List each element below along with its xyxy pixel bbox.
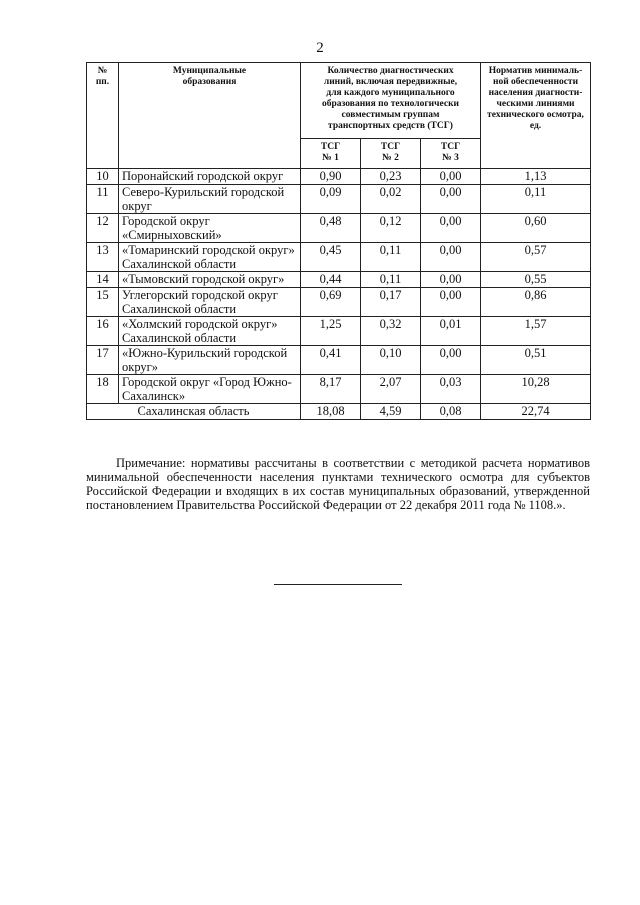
header-municipality bbox=[119, 63, 301, 169]
header-tsg3 bbox=[421, 139, 481, 169]
row-number: 17 bbox=[87, 346, 119, 375]
tsg2-value: 2,07 bbox=[361, 375, 421, 404]
tsg3-value: 0,03 bbox=[421, 375, 481, 404]
tsg1-value: 0,09 bbox=[301, 185, 361, 214]
municipality-name: «Томаринский городской округ» Сахалинской области bbox=[119, 243, 301, 272]
row-number: 11 bbox=[87, 185, 119, 214]
tsg2-value: 0,12 bbox=[361, 214, 421, 243]
divider-line bbox=[274, 584, 402, 585]
total-tsg3: 0,08 bbox=[421, 404, 481, 420]
table-row bbox=[87, 317, 591, 346]
header-norm bbox=[481, 63, 591, 169]
table-row bbox=[87, 288, 591, 317]
norm-value: 1,13 bbox=[481, 169, 591, 185]
tsg1-value: 0,44 bbox=[301, 272, 361, 288]
header-tsg1-text: ТСГ № 1 bbox=[320, 142, 341, 163]
table-row bbox=[87, 214, 591, 243]
municipality-name: Углегорский городской округ Сахалинской области bbox=[119, 288, 301, 317]
table-row bbox=[87, 346, 591, 375]
total-label: Сахалинская область bbox=[87, 404, 301, 420]
norm-value: 0,60 bbox=[481, 214, 591, 243]
tsg2-value: 0,10 bbox=[361, 346, 421, 375]
norms-table bbox=[86, 62, 591, 420]
tsg1-value: 0,48 bbox=[301, 214, 361, 243]
tsg2-value: 0,32 bbox=[361, 317, 421, 346]
tsg3-value: 0,00 bbox=[421, 185, 481, 214]
row-number: 13 bbox=[87, 243, 119, 272]
row-number: 14 bbox=[87, 272, 119, 288]
tsg1-value: 0,41 bbox=[301, 346, 361, 375]
norm-value: 0,51 bbox=[481, 346, 591, 375]
table-row bbox=[87, 185, 591, 214]
tsg3-value: 0,00 bbox=[421, 288, 481, 317]
tsg1-value: 0,90 bbox=[301, 169, 361, 185]
norm-value: 0,55 bbox=[481, 272, 591, 288]
tsg1-value: 0,45 bbox=[301, 243, 361, 272]
header-municipality-text: Муниципальные образования bbox=[172, 66, 247, 87]
header-tsg3-text: ТСГ № 3 bbox=[440, 142, 461, 163]
municipality-name: «Южно-Курильский городской округ» bbox=[119, 346, 301, 375]
municipality-name: Городской округ «Город Южно-Сахалинск» bbox=[119, 375, 301, 404]
total-tsg2: 4,59 bbox=[361, 404, 421, 420]
row-number: 18 bbox=[87, 375, 119, 404]
tsg2-value: 0,11 bbox=[361, 243, 421, 272]
norm-value: 0,11 bbox=[481, 185, 591, 214]
municipality-name: Поронайский городской округ bbox=[119, 169, 301, 185]
tsg3-value: 0,00 bbox=[421, 346, 481, 375]
header-tsg2 bbox=[361, 139, 421, 169]
municipality-name: «Холмский городской округ» Сахалинской области bbox=[119, 317, 301, 346]
table-row bbox=[87, 375, 591, 404]
municipality-name: Городской округ «Смирныховский» bbox=[119, 214, 301, 243]
header-lines bbox=[301, 63, 481, 139]
total-tsg1: 18,08 bbox=[301, 404, 361, 420]
header-no bbox=[87, 63, 119, 169]
header-no-text: № пп. bbox=[95, 66, 110, 87]
row-number: 16 bbox=[87, 317, 119, 346]
norm-value: 0,57 bbox=[481, 243, 591, 272]
row-number: 12 bbox=[87, 214, 119, 243]
tsg3-value: 0,00 bbox=[421, 169, 481, 185]
table-row bbox=[87, 272, 591, 288]
total-row bbox=[87, 404, 591, 420]
tsg1-value: 8,17 bbox=[301, 375, 361, 404]
tsg3-value: 0,01 bbox=[421, 317, 481, 346]
header-norm-text: Норматив минималь- ной обеспеченности населения диагности- ческими линиями технического осмотра, ед. bbox=[487, 66, 584, 131]
tsg3-value: 0,00 bbox=[421, 272, 481, 288]
tsg1-value: 1,25 bbox=[301, 317, 361, 346]
row-number: 10 bbox=[87, 169, 119, 185]
norm-value: 0,86 bbox=[481, 288, 591, 317]
header-tsg2-text: ТСГ № 2 bbox=[380, 142, 401, 163]
tsg2-value: 0,11 bbox=[361, 272, 421, 288]
table-row bbox=[87, 169, 591, 185]
tsg2-value: 0,02 bbox=[361, 185, 421, 214]
note-paragraph: Примечание: нормативы рассчитаны в соответствии с методикой расчета нормативов минимальной обеспеченности населения пунктами технического осмотра для субъектов Российской Федерации и входящих в их состав муниципальных образований, утвержденной постановлением Правительства Российской Федерации от 22 декабря 2011 года № 1108.». bbox=[86, 456, 590, 512]
municipality-name: «Тымовский городской округ» bbox=[119, 272, 301, 288]
total-norm: 22,74 bbox=[481, 404, 591, 420]
tsg2-value: 0,17 bbox=[361, 288, 421, 317]
municipality-name: Северо-Курильский городской округ bbox=[119, 185, 301, 214]
page-number: 2 bbox=[316, 40, 324, 56]
tsg1-value: 0,69 bbox=[301, 288, 361, 317]
tsg3-value: 0,00 bbox=[421, 214, 481, 243]
tsg3-value: 0,00 bbox=[421, 243, 481, 272]
norm-value: 1,57 bbox=[481, 317, 591, 346]
header-lines-text: Количество диагностических линий, включая передвижные, для каждого муниципального образования по технологически совместимым группам транспортных средств (ТСГ) bbox=[322, 66, 460, 131]
norm-value: 10,28 bbox=[481, 375, 591, 404]
table-row bbox=[87, 243, 591, 272]
header-tsg1 bbox=[301, 139, 361, 169]
tsg2-value: 0,23 bbox=[361, 169, 421, 185]
row-number: 15 bbox=[87, 288, 119, 317]
